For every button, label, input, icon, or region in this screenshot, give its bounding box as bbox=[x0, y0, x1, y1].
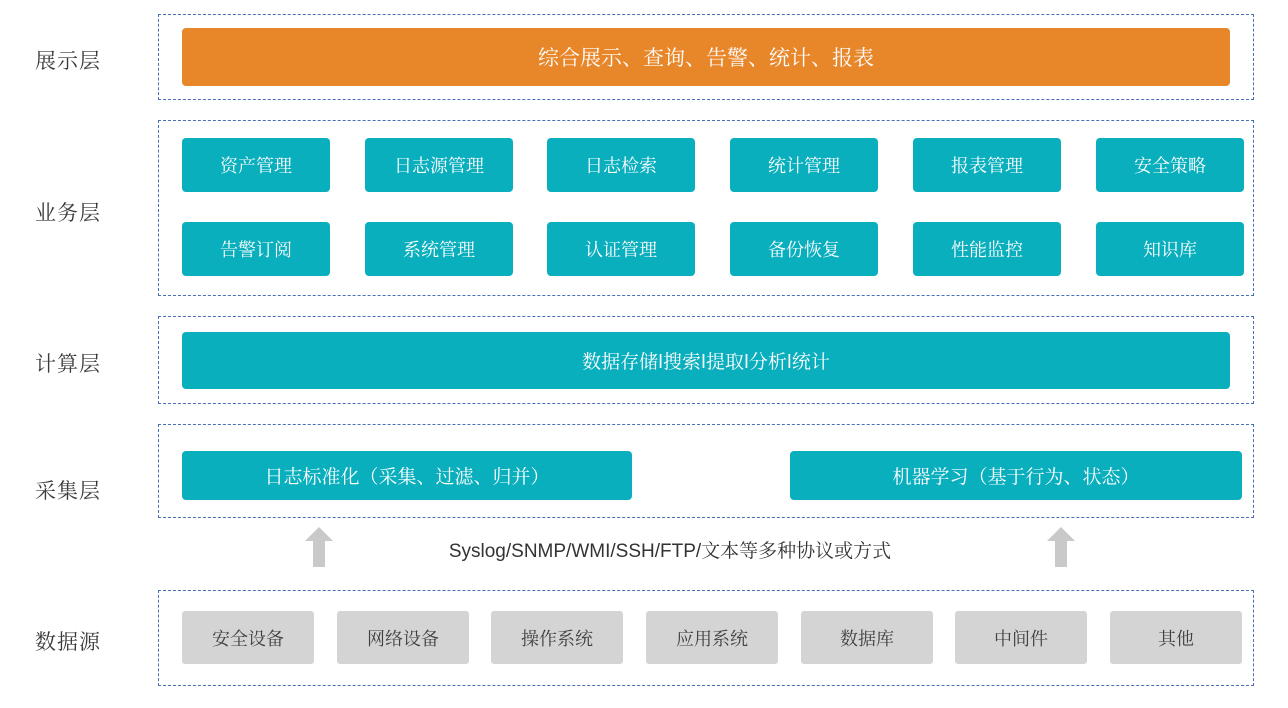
datasource-block-application-system[interactable]: 应用系统 bbox=[646, 611, 778, 664]
datasource-block-security-device[interactable]: 安全设备 bbox=[182, 611, 314, 664]
datasource-block-operating-system[interactable]: 操作系统 bbox=[491, 611, 623, 664]
business-block-alarm-subscription[interactable]: 告警订阅 bbox=[182, 222, 330, 276]
business-block-log-search[interactable]: 日志检索 bbox=[547, 138, 695, 192]
business-block-performance-monitoring[interactable]: 性能监控 bbox=[913, 222, 1061, 276]
presentation-block[interactable]: 综合展示、查询、告警、统计、报表 bbox=[182, 28, 1230, 86]
arrow-shaft bbox=[1055, 539, 1067, 567]
business-block-asset-management[interactable]: 资产管理 bbox=[182, 138, 330, 192]
up-arrow-left-icon bbox=[305, 527, 333, 567]
datasource-block-network-device[interactable]: 网络设备 bbox=[337, 611, 469, 664]
business-block-statistics-management[interactable]: 统计管理 bbox=[730, 138, 878, 192]
datasource-block-database[interactable]: 数据库 bbox=[801, 611, 933, 664]
layer-label-business: 业务层 bbox=[35, 202, 101, 225]
business-block-report-management[interactable]: 报表管理 bbox=[913, 138, 1061, 192]
collection-block-machine-learning[interactable]: 机器学习（基于行为、状态） bbox=[790, 451, 1242, 500]
business-block-security-policy[interactable]: 安全策略 bbox=[1096, 138, 1244, 192]
arrow-shaft bbox=[313, 539, 325, 567]
datasource-block-middleware[interactable]: 中间件 bbox=[955, 611, 1087, 664]
business-block-log-source-management[interactable]: 日志源管理 bbox=[365, 138, 513, 192]
business-block-system-management[interactable]: 系统管理 bbox=[365, 222, 513, 276]
collection-block-log-standardization[interactable]: 日志标准化（采集、过滤、归并） bbox=[182, 451, 632, 500]
layer-label-collection: 采集层 bbox=[35, 480, 101, 503]
compute-block[interactable]: 数据存储ǀ搜索ǀ提取ǀ分析ǀ统计 bbox=[182, 332, 1230, 389]
layer-label-datasource: 数据源 bbox=[35, 631, 101, 654]
up-arrow-right-icon bbox=[1047, 527, 1075, 567]
protocol-label: Syslog/SNMP/WMI/SSH/FTP/文本等多种协议或方式 bbox=[448, 541, 892, 562]
business-block-backup-recovery[interactable]: 备份恢复 bbox=[730, 222, 878, 276]
layer-label-presentation: 展示层 bbox=[35, 50, 101, 73]
datasource-block-other[interactable]: 其他 bbox=[1110, 611, 1242, 664]
business-block-knowledge-base[interactable]: 知识库 bbox=[1096, 222, 1244, 276]
business-block-authentication-management[interactable]: 认证管理 bbox=[547, 222, 695, 276]
layer-label-compute: 计算层 bbox=[35, 353, 101, 376]
